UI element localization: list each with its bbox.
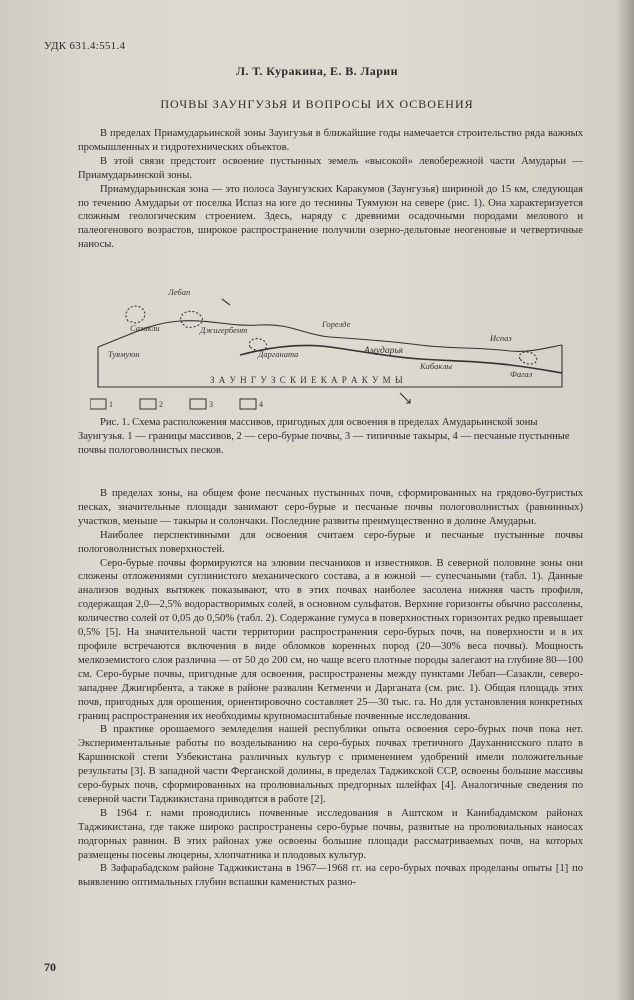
- label-fagal: Фагал: [510, 369, 533, 379]
- label-darganata: Дарганата: [258, 349, 299, 359]
- figure-1-map: [90, 285, 570, 415]
- legend-1: 1: [109, 400, 113, 409]
- paragraph: Наиболее перспективными для освоения считаем серо-бурые и песчаные пустынные почвы пологоволнистых поверхностей.: [78, 529, 583, 555]
- paragraph: В этой связи предстоит освоение пустынных земель «высокой» левобережной части Амударьи — Приамударьинской зоны.: [78, 155, 583, 181]
- label-lebap: Лебап: [168, 287, 191, 297]
- legend-3: 3: [209, 400, 213, 409]
- label-ispaz: Испаз: [490, 333, 512, 343]
- figure-caption: [78, 416, 583, 458]
- intro-text: [78, 127, 583, 252]
- paragraph: Серо-бурые почвы формируются на элювии песчаников и известняков. В северной половине зоны они сложены отложениями суглинистого механического состава, а в южной — супесчаными (табл. 1). Данные анализов водных вытяжек показывают, что в этих почвах наиболее засолена нижняя часть профиля, содержащая 2,0—2,5% водорастворимых солей, в основном сульфатов. Верхние горизонты обычно рассолены, количество солей от 0,05 до 0,50% (табл. 2). Содержание гумуса в поверхностных горизонтах редко превышает 0,5% [5]. На значительной части территории распространения серо-бурых почв, на поверхности и в их профиле встречаются включения в виде обломков коренных пород (20—30% веса почвы). Мощность мелкоземистого слоя различна — от 50 до 200 см, но чаще всего плотные породы залегают на глубине 80—100 см. Серо-бурые почвы, пригодные для освоения, распространены между пунктами Лебап—Сазакли, северо-западнее Джигирбента, а также в районе развалин Кетменчи и Дарганата (см. рис. 1). Общая площадь этих почв, пригодных для орошения, ориентировочно составляет 25—30 тыс. га. Но для установления конкретных границ распространения их необходимы крупномасштабные почвенные исследования.: [78, 557, 583, 722]
- label-dzhigirbent: Джигербент: [200, 325, 248, 335]
- udk-code: УДК 631.4:551.4: [44, 40, 126, 52]
- article-title: ПОЧВЫ ЗАУНГУЗЬЯ И ВОПРОСЫ ИХ ОСВОЕНИЯ: [160, 97, 474, 111]
- legend-2: 2: [159, 400, 163, 409]
- paragraph: В пределах Приамударьинской зоны Заунгузья в ближайшие годы намечается строительство ряда важных промышленных и гидротехнических объектов.: [78, 128, 583, 153]
- label-region: З А У Н Г У З С К И Е К А Р А К У М Ы: [210, 375, 404, 385]
- label-kabakly: Кабаклы: [420, 361, 453, 371]
- authors: Л. Т. Куракина, Е. В. Ларин: [236, 64, 398, 78]
- book-spine-shadow: [616, 0, 634, 1000]
- paragraph: В 1964 г. нами проводились почвенные исследования в Аштском и Канибадамском районах Таджикистана, где также широко распространены серо-бурые почвы, развитые на пролювиальных наносах подгорных равнин. В этих районах уже освоены большие площади рассматриваемых почв, на которых размещены посевы люцерны, хлопчатника и плодовых культур.: [78, 807, 583, 861]
- paragraph: В пределах зоны, на общем фоне песчаных пустынных почв, сформированных на грядово-бугристых песках, значительные площади занимают серо-бурые и песчаные почвы пологоволнистых (равнинных) участков, меньше — такыры и солончаки. Последние развиты преимущественно в долине Амударьи.: [78, 488, 583, 527]
- page-number: 70: [44, 960, 56, 974]
- label-sazakli: Сазакли: [130, 323, 160, 333]
- paragraph: В Зафарабадском районе Таджикистана в 1967—1968 гг. на серо-бурых почвах проделаны опыты [1] по выявлению оптимальных глубин вспашки каменистых разно-: [78, 863, 583, 889]
- paragraph: Приамударьинская зона — это полоса Заунгузских Каракумов (Заунгузья) шириной до 15 км, следующая по течению Амударьи от поселка Испаз на юге до теснины Туямуюн на севере (рис. 1). Она характеризуется сложным геологическим строением. Здесь, наряду с древними осадочными породами мелового и палеогенового возрастов, широкое распространение получили озерно-дельтовые неогеновые и четвертичные наносы.: [78, 183, 583, 251]
- caption-text: Рис. 1. Схема расположения массивов, пригодных для освоения в пределах Амударьинской зоны Заунгузья. 1 — границы массивов, 2 — серо-бурые почвы, 3 — типичные такыры, 4 — песчаные пустынные почвы пологоволнистых песков.: [78, 417, 570, 456]
- label-amudarya: Амударья: [364, 346, 404, 356]
- legend-4: 4: [259, 400, 263, 409]
- label-tuyamuyun: Туямуюн: [108, 349, 140, 359]
- paragraph: В практике орошаемого земледелия нашей республики опыта освоения серо-бурых почв пока нет. Экспериментальные работы по возделыванию на серо-бурых почвах третичного Дауханнисского плато в Каршинской степи Узбекистана различных культур с применением удобрений имели положительные результаты [3]. В западной части Ферганской долины, в пределах Таджикской ССР, освоены большие массивы серо-бурых почв, сформированных на пролювиальных предгорных шлейфах [4]. Аналогичные сведения по северной части Таджикистана приводятся в работе [2].: [78, 724, 583, 805]
- body-text: [78, 487, 583, 890]
- label-gorelde: Горелде: [322, 319, 351, 329]
